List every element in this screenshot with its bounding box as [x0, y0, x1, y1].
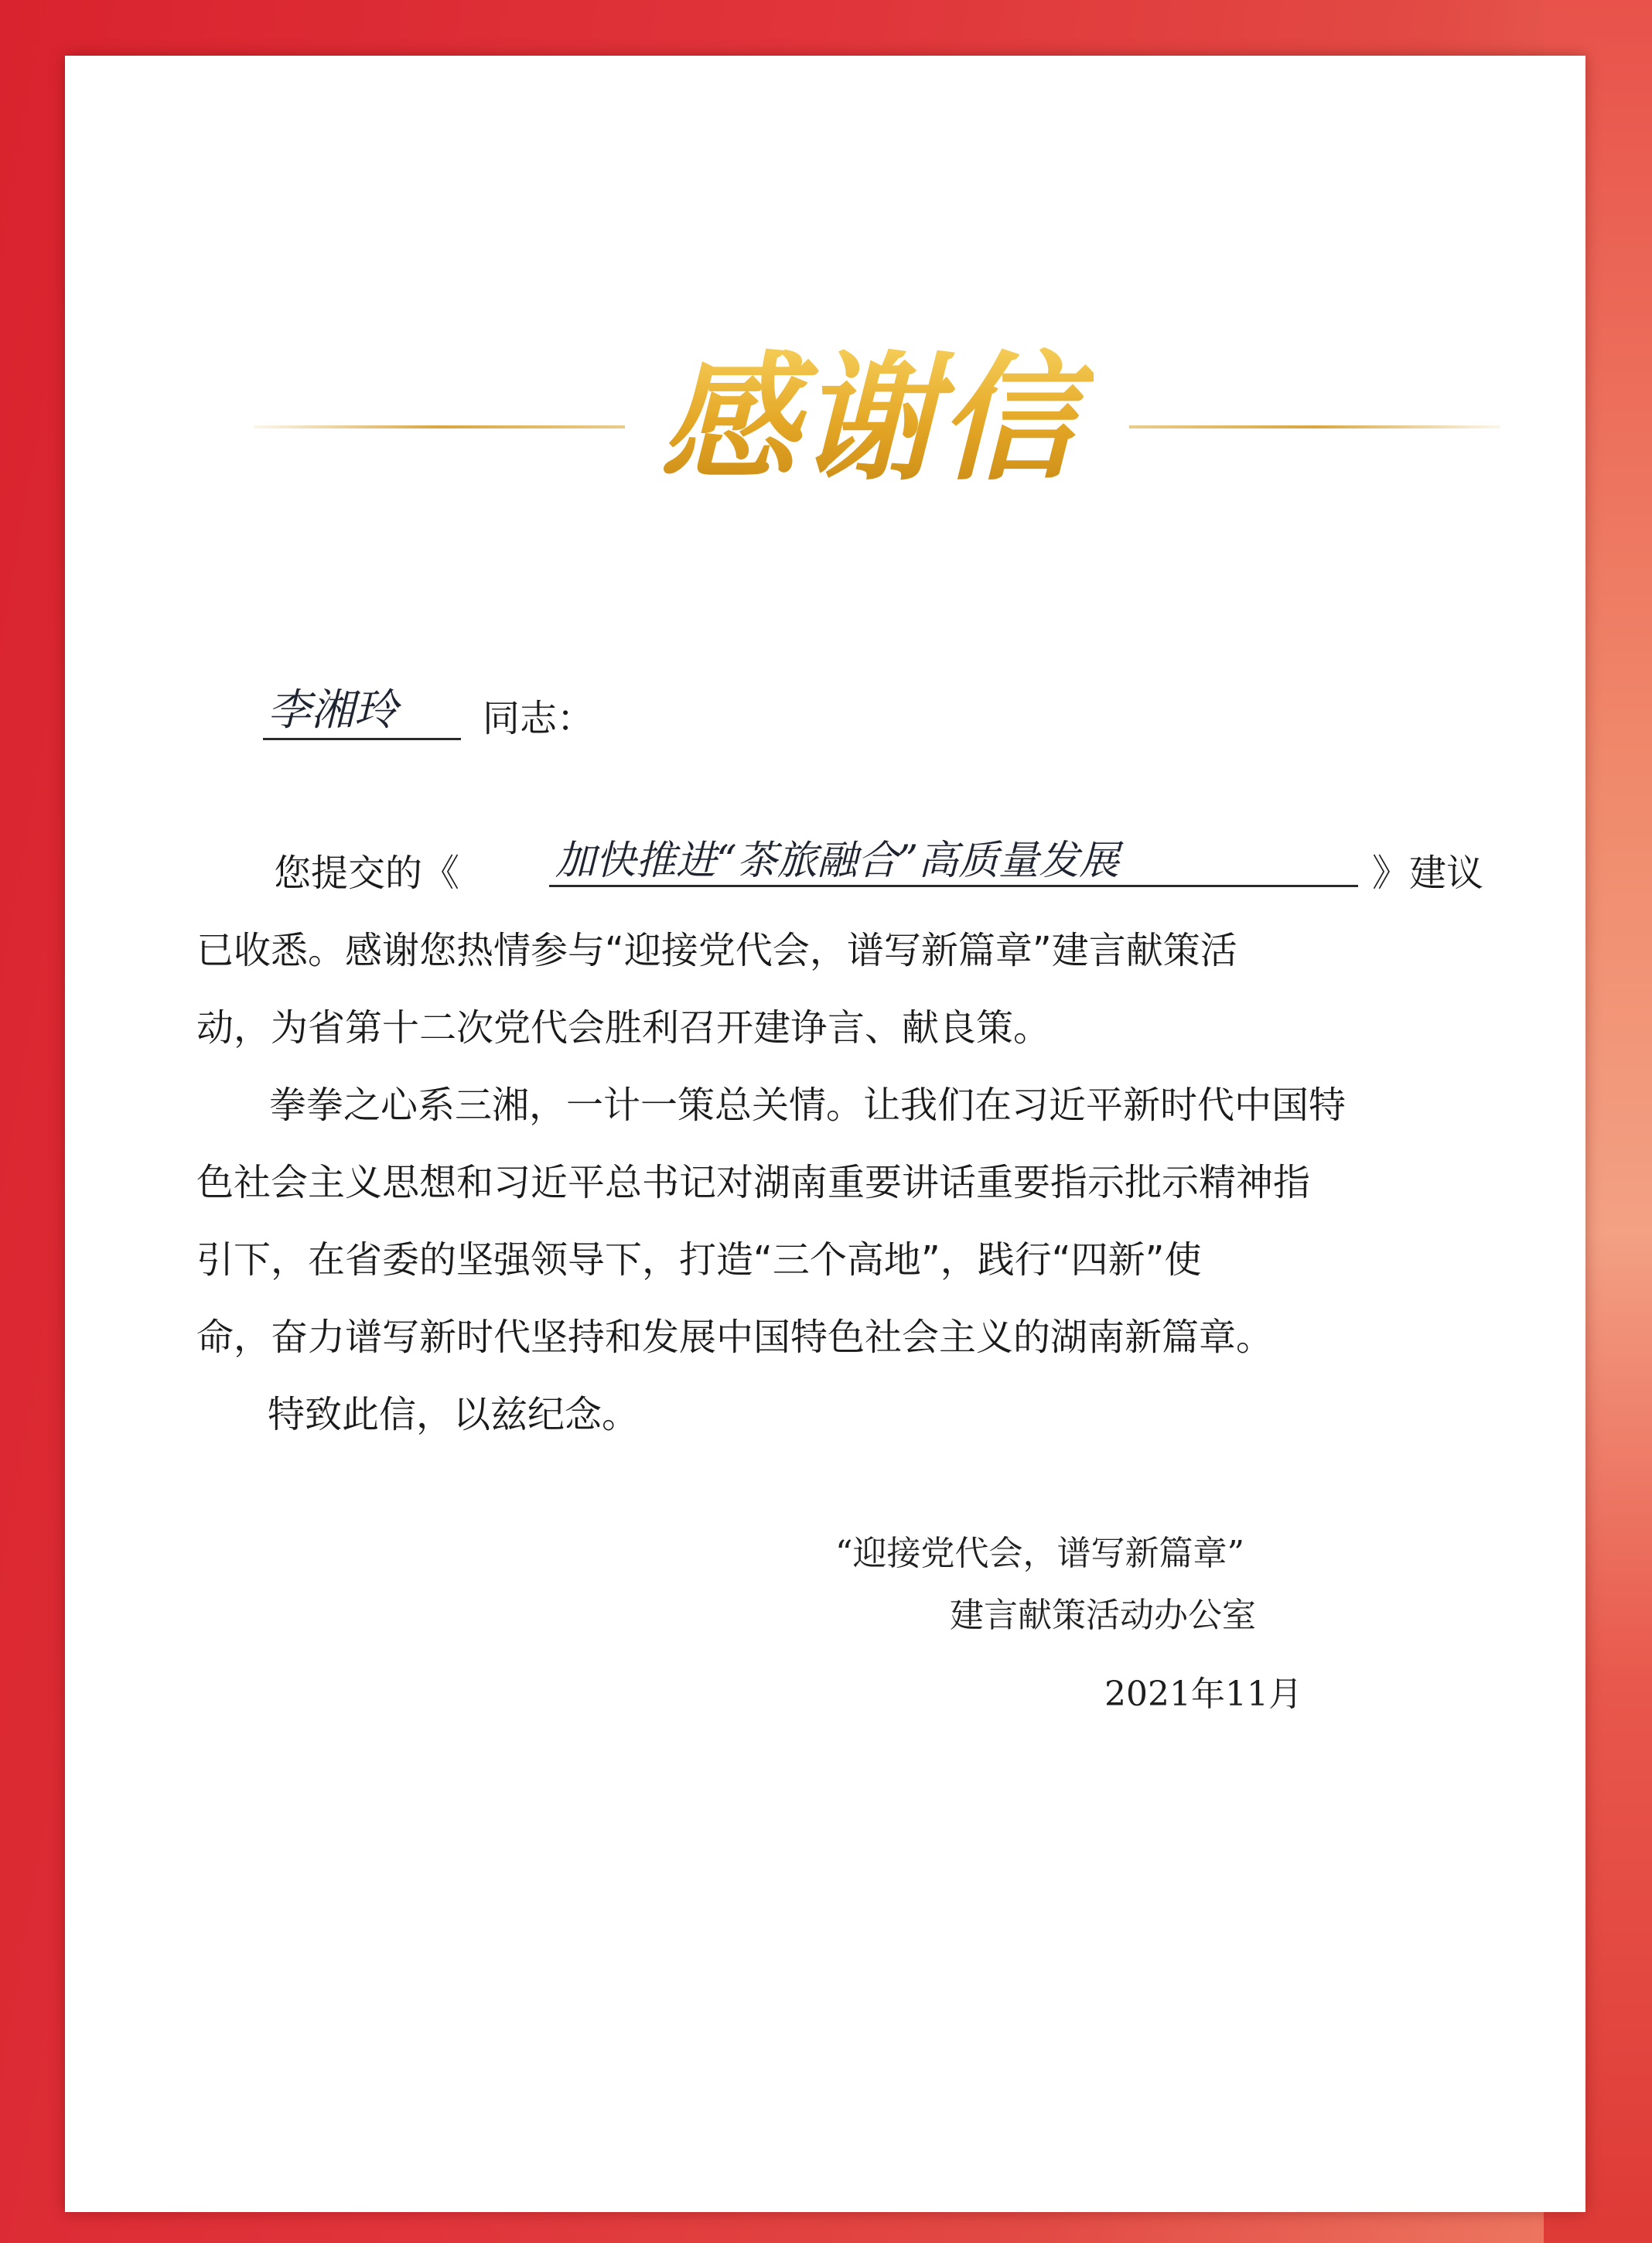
paragraph2-line: 命，奋力谱写新时代坚持和发展中国特色社会主义的湖南新篇章。 [196, 1316, 1274, 1359]
submitted-prefix: 您提交的《 [274, 852, 460, 895]
signature-office-name: 建言献策活动办公室 [950, 1596, 1256, 1635]
letter-paper [65, 56, 1585, 2212]
submitted-suffix: 》建议 [1372, 852, 1484, 895]
letter-date: 2021年11月 [1104, 1675, 1302, 1714]
salutation: 同志： [483, 697, 595, 740]
paragraph2-line: 引下，在省委的坚强领导下，打造“三个高地”，践行“四新”使 [196, 1238, 1202, 1282]
proposal-title-handwritten: 加快推进“茶旅融合”高质量发展 [555, 838, 1120, 884]
paragraph2-line: 拳拳之心系三湘，一计一策总关情。让我们在习近平新时代中国特 [269, 1084, 1347, 1127]
closing-line: 特致此信，以兹纪念。 [268, 1393, 640, 1436]
paragraph1-line: 动，为省第十二次党代会胜利召开建诤言、献良策。 [196, 1006, 1051, 1050]
recipient-name-handwritten: 李湘玲 [268, 685, 398, 736]
recipient-name-underline [263, 738, 461, 740]
title-rule-left [254, 425, 625, 428]
letter-title: 感谢信 [660, 342, 1094, 497]
paragraph1-line: 已收悉。感谢您热情参与“迎接党代会，谱写新篇章”建言献策活 [196, 929, 1237, 972]
title-rule-right [1129, 425, 1500, 428]
paragraph2-line: 色社会主义思想和习近平总书记对湖南重要讲话重要指示批示精神指 [196, 1161, 1311, 1204]
signature-campaign-name: “迎接党代会，谱写新篇章” [835, 1534, 1244, 1573]
proposal-title-underline [549, 885, 1358, 887]
